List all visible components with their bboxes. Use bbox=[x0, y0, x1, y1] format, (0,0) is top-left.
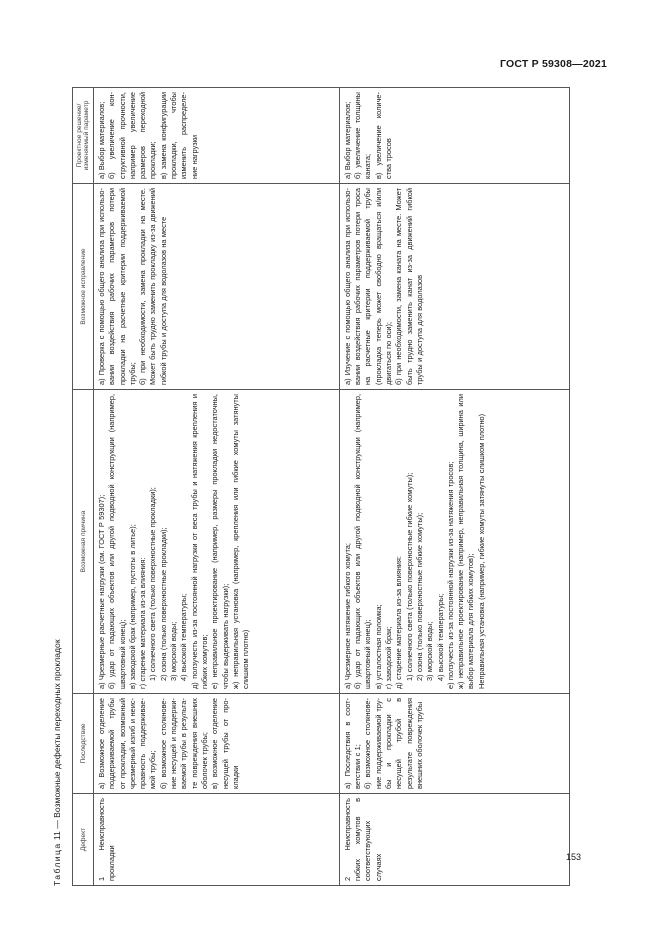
list-item: 4) высокой температуры; bbox=[435, 593, 445, 681]
list-item: 4) высокой температуры; bbox=[179, 593, 189, 681]
table-header-row bbox=[73, 88, 94, 886]
cell-cause bbox=[94, 390, 340, 694]
list-item: 1) солнечного света (только поверхностные прокладки); bbox=[148, 487, 158, 681]
page-number: 153 bbox=[566, 852, 582, 862]
list-item: в) замена конфигурации прокладки, чтобы изменить распределение нагрузки bbox=[158, 92, 199, 179]
list-item: г) заводской брак; bbox=[384, 626, 394, 689]
table-caption bbox=[50, 639, 74, 886]
list-item: в) возможное отделение несущей трубы от прокладки bbox=[210, 698, 240, 789]
list-item: б) увеличение конструктивной прочности, например увеличение размеров переходной прокладки; bbox=[107, 92, 158, 179]
rotated-table-block bbox=[50, 88, 574, 886]
list-item: 2) озона (только поверхностные гибкие хомуты); bbox=[414, 512, 424, 681]
list-item: а) Выбор материалов; bbox=[342, 101, 352, 179]
list-item: 2) озона (только поверхностные прокладки); bbox=[158, 527, 168, 681]
list-item: в) усталостная поломка; bbox=[373, 604, 383, 689]
cell-consequence bbox=[94, 694, 340, 794]
list-item: б) возможное столкновение поддерживаемой трубы и прокладки с несущей трубой в результате повреждения внешних оболочек трубы bbox=[363, 698, 424, 789]
list-item: б) удар от падающих объектов или другой подводной конструкции (например, швартовный конец); bbox=[353, 394, 373, 689]
table-caption-text: 11 — Возможные дефекты переходных прокладок bbox=[52, 639, 62, 841]
list-item: е) ползучесть из-за постоянной нагрузки из-за натяжения тросов; bbox=[445, 461, 455, 689]
list-item: б) увеличение толщины каната; bbox=[353, 92, 373, 179]
list-item: ж) неправильное проектирование (например, неправильная толщина, ширина или выбор материала для гибких хомутов); bbox=[456, 394, 476, 689]
cell-defect: 1 Неисправность прокладки bbox=[94, 794, 340, 886]
column-header-defect: Дефект bbox=[73, 794, 94, 886]
cell-consequence bbox=[339, 694, 569, 794]
column-header-fix: Возможное исправление bbox=[73, 184, 94, 390]
cell-design bbox=[94, 88, 340, 184]
list-item: е) неправильное проектирование (например, размеры прокладки недостаточны, чтобы выдерживать нагрузки); bbox=[210, 394, 230, 689]
list-item: б) при необходимости, замена прокладки на месте. Может быть трудно заменить прокладку из-за движений гибкой трубы и доступа для водолазов на месте bbox=[138, 188, 168, 385]
list-item: 3) морской воды; bbox=[169, 621, 179, 681]
cell-fix bbox=[94, 184, 340, 390]
list-item: а) Последствия в соответствии с 1; bbox=[342, 698, 363, 789]
column-header-cause: Возможная причина bbox=[73, 390, 94, 694]
list-item: б) при необходимости, замена каната на месте. Может быть трудно заменить канат из-за движений гибкой трубы и доступа для водолазов bbox=[394, 188, 424, 385]
defects-table bbox=[72, 87, 570, 886]
cell-design bbox=[339, 88, 569, 184]
cell-defect: 2 Неисправность гибких хомутов в соответствующих случаях bbox=[339, 794, 569, 886]
list-item: в) увеличение количества тросов bbox=[373, 92, 394, 179]
list-item: д) ползучесть из-за постоянной нагрузки от веса трубы и натяжения крепления и гибких хомутов; bbox=[189, 394, 209, 689]
cell-cause bbox=[339, 390, 569, 694]
list-item: а) Чрезмерные расчетные нагрузки (см. ГОСТ Р 59307); bbox=[97, 494, 106, 689]
list-item: 3) морской воды; bbox=[425, 621, 435, 681]
list-item: б) возможное столкновение несущей и поддерживаемой трубы в результате повреждения внешних оболочек трубы; bbox=[158, 698, 209, 789]
column-header-consequence: Последствие bbox=[73, 694, 94, 794]
list-item: Неправильная установка (например, гибкие хомуты затянуты слишком плотно) bbox=[476, 413, 486, 689]
list-item: а) Проверка с помощью общего анализа при использовании воздействия рабочих параметров потери прокладки на расчетные критерии поддерживаемой трубы; bbox=[97, 188, 137, 385]
list-item: д) старение материала из-за влияния: bbox=[394, 556, 404, 689]
cell-fix bbox=[339, 184, 569, 390]
column-header-design: Проектное решение/ изменяемый параметр bbox=[73, 88, 94, 184]
list-item: г) старение материала из-за влияния: bbox=[138, 557, 148, 689]
list-item: а) Выбор материалов; bbox=[97, 101, 106, 179]
list-item: б) удар от падающих объектов или другой подводной конструкции (например, швартовный конец); bbox=[107, 394, 127, 689]
standard-header: ГОСТ Р 59308—2021 bbox=[499, 58, 607, 70]
list-item: а) Изучение с помощью общего анализа при использовании воздействия рабочих параметров потери троса на расчетные критерии поддерживаемой трубы (прокладка теперь может свободно вращаться и/или двигаться по оси); bbox=[342, 188, 394, 385]
list-item: а) Возможное отделение поддерживаемой трубы от прокладки, возможный чрезмерный изгиб и неисправность поддерживаемой трубы; bbox=[97, 698, 158, 789]
list-item: а) Чрезмерное натяжение гибкого хомута; bbox=[342, 543, 352, 689]
list-item: 1) солнечного света (только поверхностные гибкие хомуты); bbox=[404, 472, 414, 681]
list-item: ж) неправильная установка (например, крепления или гибкие хомуты затянуты слишком плотно) bbox=[230, 394, 251, 689]
table-row bbox=[339, 88, 569, 886]
table-row bbox=[94, 88, 340, 886]
table-caption-word: Таблица bbox=[52, 842, 62, 886]
list-item: в) заводской брак (например, пустоты в литье); bbox=[127, 524, 137, 689]
